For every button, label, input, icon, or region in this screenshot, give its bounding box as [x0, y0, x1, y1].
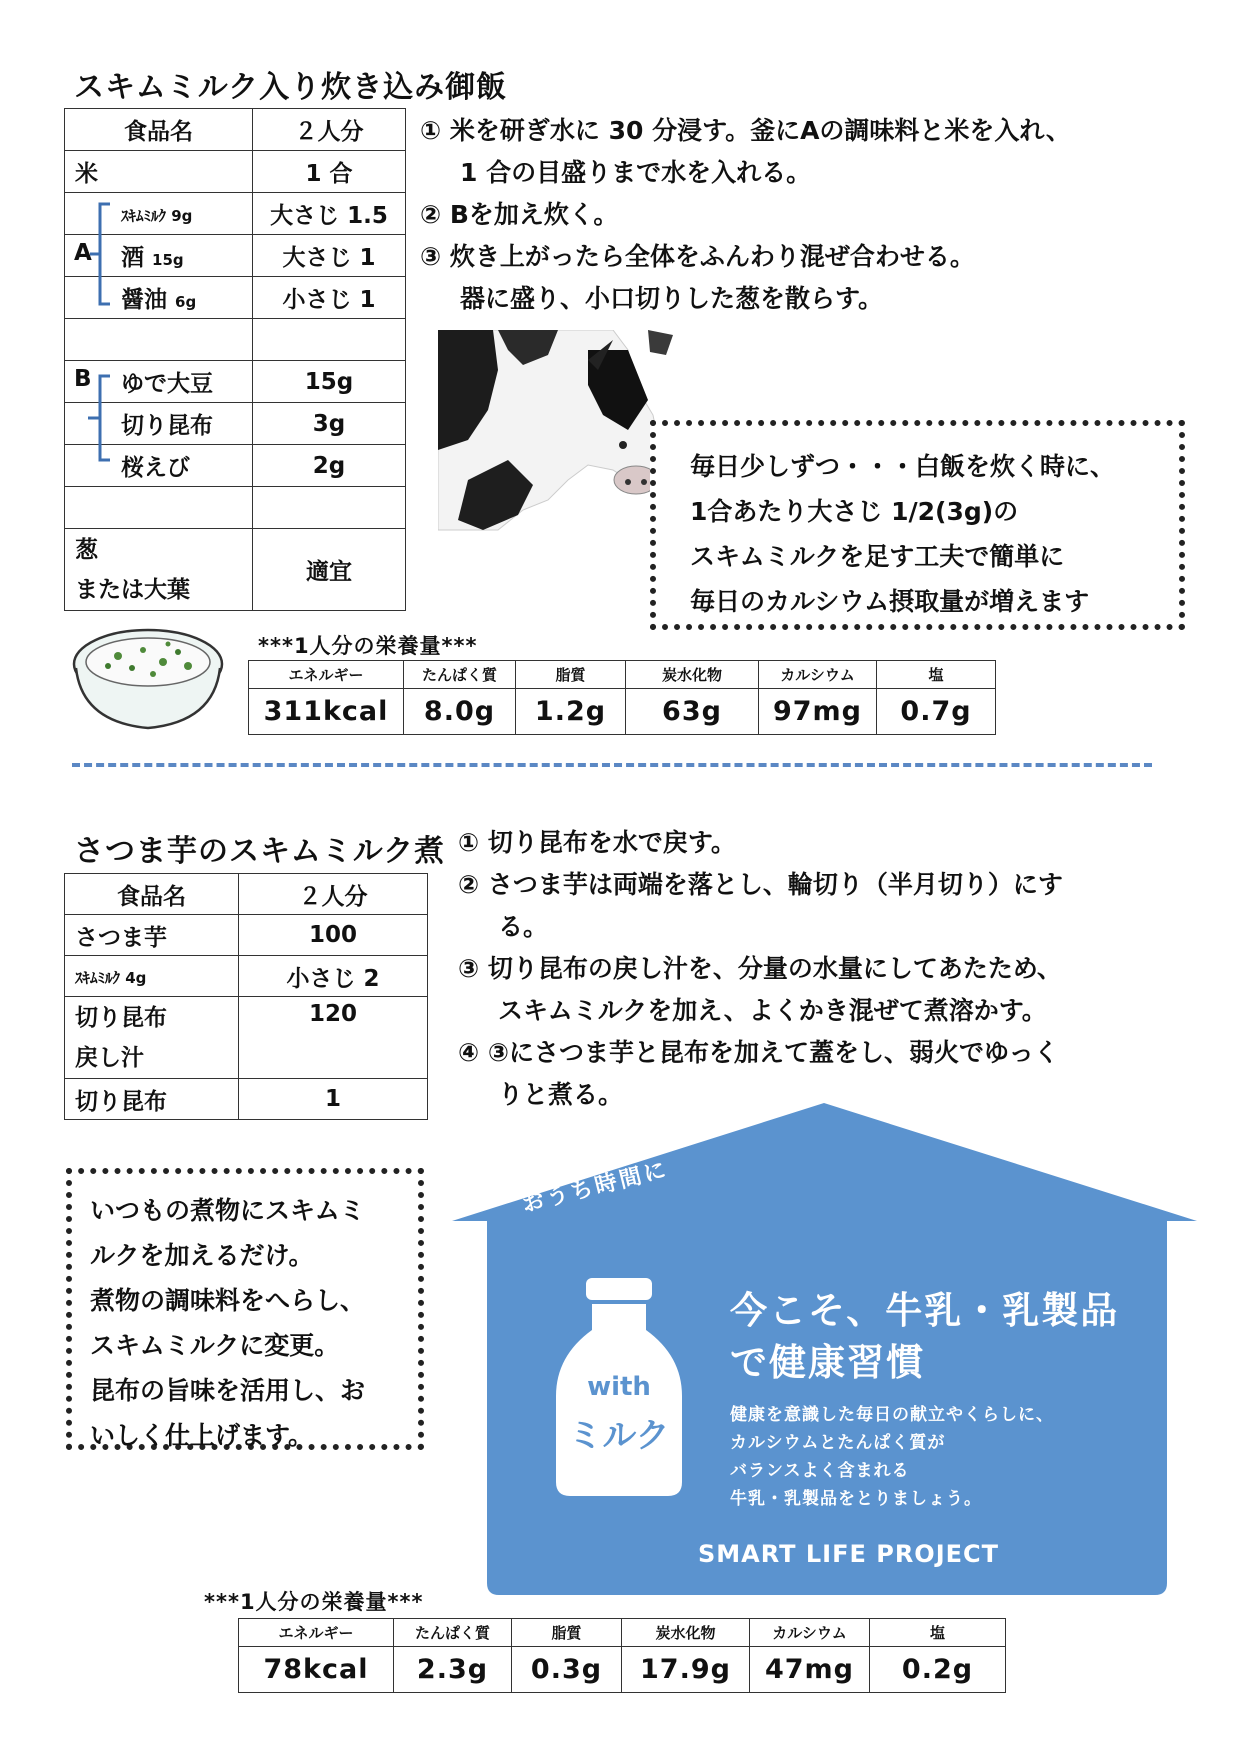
nutrition-value: 97mg: [759, 689, 877, 735]
recipe1-steps: [420, 110, 1071, 320]
ingredient-amount: 大さじ 1.5: [253, 193, 406, 235]
ingredient-amount: 15g: [253, 361, 406, 403]
ingredient-amount: 小さじ 2: [239, 956, 428, 997]
ingredient-name: 葱 または大葉: [65, 529, 253, 611]
nutrition-value: 17.9g: [622, 1647, 750, 1693]
tip-text: 煮物の調味料をへらし、: [90, 1286, 366, 1315]
step-text: ② Bを加え炊く。: [420, 200, 619, 229]
ingredient-amount: 小さじ 1: [253, 277, 406, 319]
ingredient-name: 米: [65, 151, 253, 193]
section-divider: [72, 763, 1152, 767]
table-header-servings: ２人分: [239, 874, 428, 915]
recipe2-title: さつま芋のスキムミルク煮: [74, 834, 446, 869]
nutrition-value: 78kcal: [239, 1647, 394, 1693]
recipe2-ingredient-table: [64, 873, 428, 1120]
poster-body-2: カルシウムとたんぱく質が: [730, 1433, 946, 1453]
nutrition-header: エネルギー: [239, 1619, 394, 1647]
nutrition-value: 0.3g: [512, 1647, 622, 1693]
nutrition-header: 炭水化物: [626, 661, 759, 689]
poster-headline-1: 今こそ、牛乳・乳製品: [730, 1289, 1120, 1332]
nutrition-header: カルシウム: [750, 1619, 870, 1647]
ingredient-name: 酒 15g: [65, 235, 253, 277]
poster-headline-2: で健康習慣: [730, 1341, 925, 1384]
step-text: ① 米を研ぎ水に 30 分浸す。釜にAの調味料と米を入れ、: [420, 116, 1071, 145]
nutrition-header: 脂質: [516, 661, 626, 689]
ingredient-amount: 1 合: [253, 151, 406, 193]
tip-text: スキムミルクに変更。: [90, 1331, 340, 1360]
recipe1-nutrition-table: [248, 660, 996, 735]
nutrition-value: 63g: [626, 689, 759, 735]
step-text: る。: [498, 912, 549, 941]
ingredient-name: ゆで大豆: [65, 361, 253, 403]
group-b-label: B: [74, 366, 92, 392]
nutrition-header: たんぱく質: [404, 661, 516, 689]
nutrition-header: たんぱく質: [394, 1619, 512, 1647]
nutrition-value: 2.3g: [394, 1647, 512, 1693]
tip-text: 毎日のカルシウム摂取量が増えます: [690, 587, 1090, 616]
nutrition-header: カルシウム: [759, 661, 877, 689]
table-header-food: 食品名: [65, 109, 253, 151]
tip-text: いしく仕上げます。: [90, 1421, 314, 1450]
nutrition-value: 0.7g: [877, 689, 996, 735]
tip-text: 昆布の旨味を活用し、お: [90, 1376, 366, 1405]
step-text: ② さつま芋は両端を落とし、輪切り（半月切り）にす: [458, 870, 1063, 899]
rice-bowl-illustration: [68, 622, 228, 734]
poster-arc-text: おうち時間に: [519, 1157, 672, 1218]
nutrition-header: 塩: [877, 661, 996, 689]
ingredient-name: さつま芋: [65, 915, 239, 956]
nutrition-value: 47mg: [750, 1647, 870, 1693]
step-text: ③ 切り昆布の戻し汁を、分量の水量にしてあたため、: [458, 954, 1062, 983]
step-text: 器に盛り、小口切りした葱を散らす。: [460, 284, 884, 313]
nutrition-value: 0.2g: [870, 1647, 1006, 1693]
ingredient-name: 切り昆布 戻し汁: [65, 997, 239, 1079]
step-text: 1 合の目盛りまで水を入れる。: [460, 158, 812, 187]
group-a-label: A: [74, 240, 92, 266]
bottle-milk-text: ミルク: [568, 1416, 670, 1456]
recipe2-nutrition-label: ***1人分の栄養量***: [204, 1590, 424, 1614]
ingredient-name: 桜えび: [65, 445, 253, 487]
ingredient-name: 醤油 6g: [65, 277, 253, 319]
nutrition-header: 炭水化物: [622, 1619, 750, 1647]
recipe1-ingredient-table: [64, 108, 406, 611]
table-header-food: 食品名: [65, 874, 239, 915]
nutrition-value: 311kcal: [249, 689, 404, 735]
ingredient-amount: 100: [239, 915, 428, 956]
nutrition-header: 脂質: [512, 1619, 622, 1647]
nutrition-value: 1.2g: [516, 689, 626, 735]
ingredient-amount: 1: [239, 1079, 428, 1120]
ingredient-name: ｽｷﾑﾐﾙｸ 9g: [65, 193, 253, 235]
tip-text: いつもの煮物にスキムミ: [90, 1196, 365, 1225]
tip-text: スキムミルクを足す工夫で簡単に: [690, 542, 1065, 571]
ingredient-amount: 2g: [253, 445, 406, 487]
poster-body-4: 牛乳・乳製品をとりましょう。: [730, 1489, 982, 1509]
tip-text: ルクを加えるだけ。: [90, 1241, 314, 1270]
poster-body-1: 健康を意識した毎日の献立やくらしに、: [730, 1405, 1054, 1425]
recipe1-nutrition-label: ***1人分の栄養量***: [258, 634, 478, 658]
ingredient-amount: 3g: [253, 403, 406, 445]
tip-text: 1合あたり大さじ 1/2(3g)の: [690, 497, 1019, 526]
tip-text: 毎日少しずつ・・・白飯を炊く時に、: [690, 452, 1116, 481]
group-b-bracket: [84, 368, 118, 468]
ingredient-name: 切り昆布: [65, 403, 253, 445]
nutrition-header: 塩: [870, 1619, 1006, 1647]
bottle-with-text: with: [587, 1372, 651, 1402]
ingredient-name: ｽｷﾑﾐﾙｸ 4g: [65, 956, 239, 997]
step-text: りと煮る。: [498, 1080, 624, 1109]
step-text: ③ 炊き上がったら全体をふんわり混ぜ合わせる。: [420, 242, 975, 271]
table-header-servings: ２人分: [253, 109, 406, 151]
step-text: ① 切り昆布を水で戻す。: [458, 828, 736, 857]
recipe1-tip-box: [650, 420, 1185, 630]
ingredient-amount: 適宜: [253, 529, 406, 611]
ingredient-name: 切り昆布: [65, 1079, 239, 1120]
nutrition-value: 8.0g: [404, 689, 516, 735]
step-text: スキムミルクを加え、よくかき混ぜて煮溶かす。: [498, 996, 1047, 1025]
recipe2-tip-box: [66, 1168, 424, 1450]
nutrition-header: エネルギー: [249, 661, 404, 689]
recipe2-nutrition-table: [238, 1618, 1006, 1693]
step-text: ④ ③にさつま芋と昆布を加えて蓋をし、弱火でゆっく: [458, 1038, 1059, 1067]
group-a-bracket: [88, 200, 118, 310]
recipe2-steps: [458, 822, 1063, 1116]
poster-footer: SMART LIFE PROJECT: [698, 1540, 1000, 1568]
recipe1-title: スキムミルク入り炊き込み御飯: [74, 70, 508, 105]
ingredient-amount: 120: [239, 997, 428, 1079]
ingredient-amount: 大さじ 1: [253, 235, 406, 277]
poster-body-3: バランスよく含まれる: [730, 1461, 910, 1481]
